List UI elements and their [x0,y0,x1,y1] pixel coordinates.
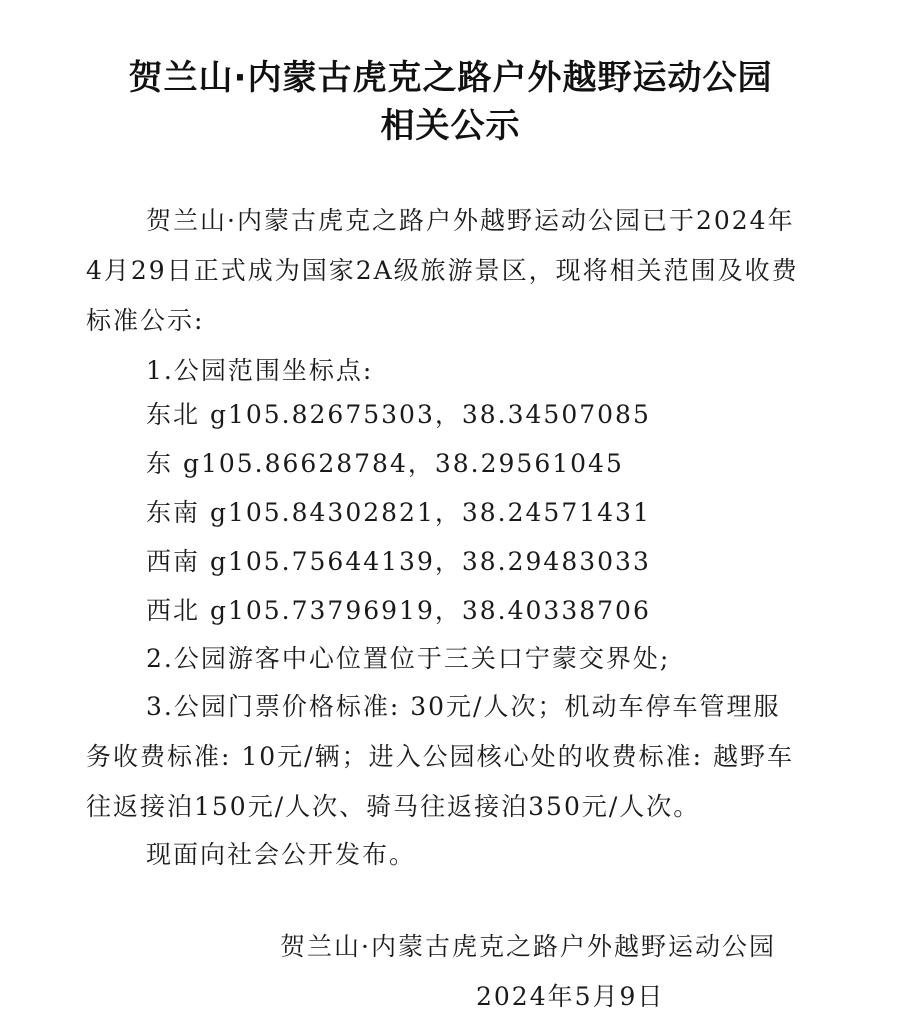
coordinate-northeast: 东北 g105.82675303，38.34507085 [146,400,651,429]
coordinate-northwest: 西北 g105.73796919，38.40338706 [146,596,651,625]
document-title-line2: 相关公示 [380,106,521,146]
coordinate-east: 东 g105.86628784，38.29561045 [146,449,624,478]
section3-fee-standards: 3.公园门票价格标准: 30元/人次；机动车停车管理服务收费标准: 10元/辆；进入公园核心处的收费标准: 越野车往返接泊150元/人次、骑马往返接泊350元/人次。 [86,692,794,821]
coordinate-southwest: 西南 g105.75644139，38.29483033 [146,547,651,576]
intro-paragraph: 贺兰山·内蒙古虎克之路户外越野运动公园已于2024年4月29日正式成为国家2A级旅游景区，现将相关范围及收费标准公示: [86,206,799,335]
section2-visitor-center: 2.公园游客中心位置位于三关口宁蒙交界处; [146,644,671,673]
signature-organization: 贺兰山·内蒙古虎克之路户外越野运动公园 [280,932,776,961]
signature-date: 2024年5月9日 [476,982,665,1011]
document-title-line1: 贺兰山·内蒙古虎克之路户外越野运动公园 [128,58,773,98]
section1-heading: 1.公园范围坐标点: [146,356,374,385]
coordinate-southeast: 东南 g105.84302821，38.24571431 [146,498,651,527]
closing-statement: 现面向社会公开发布。 [146,840,417,869]
